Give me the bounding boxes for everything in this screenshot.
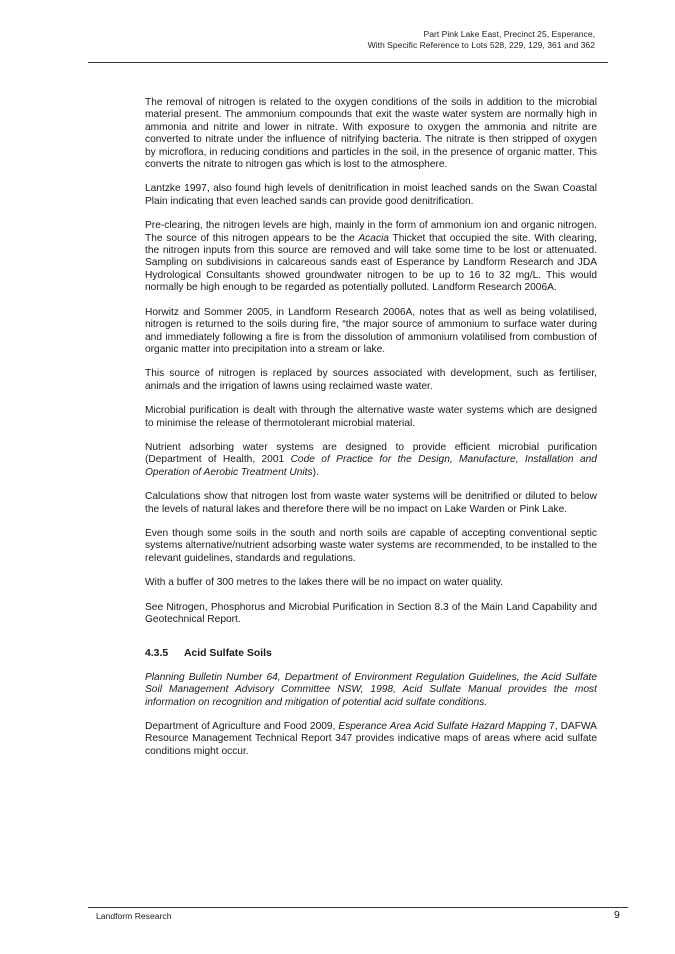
section-number: 4.3.5 bbox=[145, 648, 169, 660]
text-run: 7, DAFWA Resource Management Technical Report 347 provides indicative maps of areas where acid sulfate conditions might occur. bbox=[145, 721, 597, 757]
paragraph: Planning Bulletin Number 64, Department of Environment Regulation Guidelines, the Acid Sulfate Soil Management Advisory Committee NSW, 1998, Acid Sulfate Manual provides the most information on recognition and mitigation of potential acid sulfate conditions. bbox=[145, 671, 597, 708]
text-run: Thicket that occupied the site. With clearing, the nitrogen inputs from this source are removed and will take some time to be lost or attenuated. Sampling on subdivisions in calcareous sands east of Esperance by Landform Research and JDA Hydrological Consultants showed groundwater nitrogen to be up to 16 to 32 mg/L. This would normally be high enough to be regarded as potentially polluted. Landform Research 2006A. bbox=[145, 232, 598, 294]
header-rule bbox=[88, 62, 608, 63]
paragraph: Horwitz and Sommer 2005, in Landform Research 2006A, notes that as well as being volatilised, nitrogen is returned to the soils during fire, “the major source of ammonium to surface water during and immediately following a fire is from the dissolution of ammonium volatilised from combustion of organic matter into precipitation into a stream or lake. bbox=[145, 306, 597, 355]
page-number: 9 bbox=[614, 909, 620, 921]
text-run: Pre-clearing, the nitrogen levels are high, mainly in the form of ammonium ion and organic nitrogen. The source of this nitrogen appears to be the bbox=[145, 220, 597, 244]
section-heading bbox=[145, 648, 597, 660]
text-run: Nutrient adsorbing water systems are designed to provide efficient microbial purification (Department of Health, 2001 bbox=[145, 441, 597, 466]
body-content bbox=[145, 97, 597, 770]
section-title: Acid Sulfate Soils bbox=[184, 648, 272, 660]
page-header bbox=[368, 29, 595, 51]
paragraph: This source of nitrogen is replaced by sources associated with development, such as fertiliser, animals and the irrigation of lawns using reclaimed waste water. bbox=[145, 368, 597, 392]
paragraph: Calculations show that nitrogen lost from waste water systems will be denitrified or diluted to below the levels of natural lakes and therefore there will be no impact on Lake Warden or Pink Lake. bbox=[145, 491, 597, 515]
text-run: ). bbox=[312, 466, 319, 478]
paragraph: See Nitrogen, Phosphorus and Microbial Purification in Section 8.3 of the Main Land Capability and Geotechnical Report. bbox=[145, 601, 597, 625]
italic-text: Esperance Area Acid Sulfate Hazard Mapping bbox=[338, 721, 547, 733]
footer-org: Landform Research bbox=[96, 911, 172, 921]
paragraph: With a buffer of 300 metres to the lakes there will be no impact on water quality. bbox=[145, 577, 504, 589]
paragraph bbox=[145, 721, 597, 758]
paragraph bbox=[145, 220, 597, 294]
footer-rule bbox=[88, 907, 628, 908]
paragraph bbox=[145, 442, 597, 479]
italic-text: Acacia bbox=[358, 232, 389, 244]
text-run: Department of Agriculture and Food 2009, bbox=[145, 721, 339, 733]
italic-text: Code of Practice for the Design, Manufacture, Installation and Operation of Aerobic Treatment Units bbox=[145, 454, 597, 478]
paragraph: Lantzke 1997, also found high levels of denitrification in moist leached sands on the Swan Coastal Plain indicating that even leached sands can provide good denitrification. bbox=[145, 183, 597, 207]
paragraph: Microbial purification is dealt with through the alternative waste water systems which are designed to minimise the release of thermotolerant microbial material. bbox=[145, 405, 597, 429]
paragraph: The removal of nitrogen is related to the oxygen conditions of the soils in addition to the microbial material present. The ammonium compounds that exit the waste water system are normally high in ammonia and nitrite and lower in nitrate. With exposure to oxygen the ammonia and nitrite are converted to nitrate under the influence of nitrifying bacteria. The nitrate is then stripped of oxygen by microflora, in reducing conditions and particles in the soil, in the presence of organic matter. This converts the nitrate to nitrogen gas which is lost to the atmosphere. bbox=[145, 97, 597, 171]
header-line-2: With Specific Reference to Lots 528, 229, 129, 361 and 362 bbox=[367, 40, 595, 50]
header-line-1: Part Pink Lake East, Precinct 25, Esperance, bbox=[423, 29, 595, 39]
paragraph: Even though some soils in the south and north soils are capable of accepting conventional septic systems alternative/nutrient adsorbing waste water systems are recommended, to be installed to the relevant guidelines, standards and regulations. bbox=[145, 527, 597, 564]
